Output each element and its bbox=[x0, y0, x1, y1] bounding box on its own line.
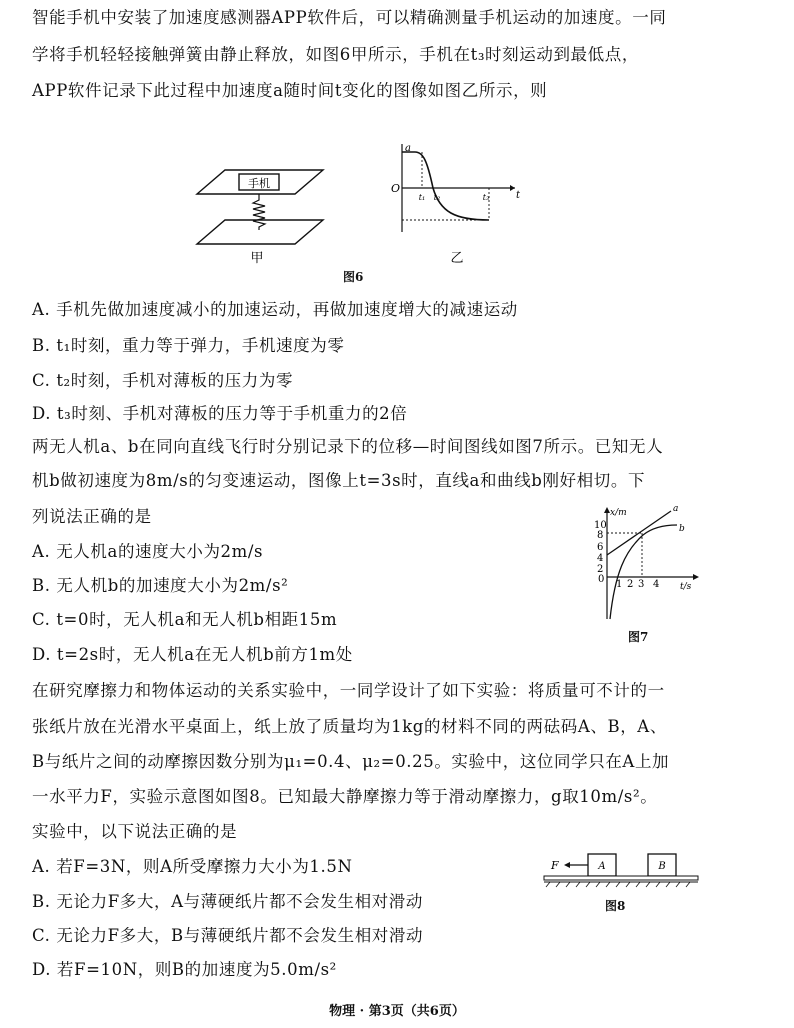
figure-6-jia bbox=[195, 152, 325, 264]
origin-label: O bbox=[391, 182, 401, 195]
figure-8-caption: 图8 bbox=[605, 899, 626, 913]
q2-stem-line-1: 两无人机a、b在同向直线飞行时分别记录下的位移—时间图线如图7所示。已知无人 bbox=[32, 437, 664, 456]
phone-label: 手机 bbox=[248, 177, 270, 190]
ytick-10: 10 bbox=[594, 520, 607, 531]
axis-t-label: t bbox=[516, 190, 521, 201]
origin-0: 0 bbox=[598, 574, 605, 585]
xtick-3: 3 bbox=[638, 579, 645, 590]
q2-option-c: C. t=0时，无人机a和无人机b相距15m bbox=[32, 610, 338, 629]
q2-stem-line-2: 机b做初速度为8m/s的匀变速运动，图像上t=3s时，直线a和曲线b刚好相切。下 bbox=[32, 471, 646, 490]
figure-8-diagram bbox=[540, 848, 700, 890]
t2-label: t₂ bbox=[433, 193, 441, 202]
q1-option-b: B. t₁时刻，重力等于弹力，手机速度为零 bbox=[32, 336, 345, 355]
ytick-6: 6 bbox=[597, 542, 604, 553]
q2-option-b: B. 无人机b的加速度大小为2m/s² bbox=[32, 576, 289, 595]
page-footer: 物理 · 第3页（共6页） bbox=[329, 1004, 465, 1019]
q3-stem-line-1: 在研究摩擦力和物体运动的关系实验中，一同学设计了如下实验：将质量可不计的一 bbox=[32, 681, 665, 700]
t1-label: t₁ bbox=[418, 193, 426, 202]
q3-option-a: A. 若F=3N，则A所受摩擦力大小为1.5N bbox=[32, 857, 353, 876]
force-f-label: F bbox=[551, 859, 559, 872]
q3-option-d: D. 若F=10N，则B的加速度为5.0m/s² bbox=[32, 960, 337, 979]
yi-label: 乙 bbox=[450, 251, 464, 266]
jia-label: 甲 bbox=[250, 251, 264, 264]
figure-7-caption: 图7 bbox=[628, 630, 649, 644]
block-a-label: A bbox=[598, 861, 606, 872]
ytick-4: 4 bbox=[597, 553, 604, 564]
q3-option-c: C. 无论力F多大，B与薄硬纸片都不会发生相对滑动 bbox=[32, 926, 424, 945]
ytick-2: 2 bbox=[597, 564, 604, 575]
curve-b-label: b bbox=[679, 524, 685, 534]
q3-stem-line-2: 张纸片放在光滑水平桌面上，纸上放了质量均为1kg的材料不同的两砝码A、B，A、 bbox=[32, 717, 667, 736]
q1-stem-line-3: APP软件记录下此过程中加速度a随时间t变化的图像如图乙所示，则 bbox=[32, 81, 548, 100]
figure-6-caption: 图6 bbox=[343, 270, 364, 284]
figure-6-yi-graph bbox=[385, 140, 525, 268]
xtick-4: 4 bbox=[653, 579, 660, 590]
axis-a-label: a bbox=[405, 143, 411, 154]
q1-option-c: C. t₂时刻，手机对薄板的压力为零 bbox=[32, 371, 294, 390]
q2-option-d: D. t=2s时，无人机a在无人机b前方1m处 bbox=[32, 645, 353, 664]
q2-stem-line-3: 列说法正确的是 bbox=[32, 507, 152, 526]
q1-option-a: A. 手机先做加速度减小的加速运动，再做加速度增大的减速运动 bbox=[32, 300, 518, 319]
q3-stem-line-4: 一水平力F，实验示意图如图8。已知最大静摩擦力等于滑动摩擦力，g取10m/s²。 bbox=[32, 787, 658, 806]
xtick-1: 1 bbox=[616, 579, 623, 590]
q3-option-b: B. 无论力F多大，A与薄硬纸片都不会发生相对滑动 bbox=[32, 892, 423, 911]
block-b-label: B bbox=[658, 861, 666, 872]
fig7-ylabel: x/m bbox=[610, 508, 627, 518]
q3-stem-line-5: 实验中，以下说法正确的是 bbox=[32, 822, 238, 841]
figure-7-graph bbox=[585, 503, 705, 623]
t3-label: t₃ bbox=[482, 193, 490, 202]
fig7-xlabel: t/s bbox=[680, 582, 692, 592]
q1-stem-line-2: 学将手机轻轻接触弹簧由静止释放，如图6甲所示，手机在t₃时刻运动到最低点， bbox=[32, 45, 639, 64]
xtick-2: 2 bbox=[627, 579, 634, 590]
line-a-label: a bbox=[673, 504, 679, 514]
q3-stem-line-3: B与纸片之间的动摩擦因数分别为μ₁=0.4、μ₂=0.25。实验中，这位同学只在A上加 bbox=[32, 752, 670, 771]
q2-option-a: A. 无人机a的速度大小为2m/s bbox=[32, 542, 264, 561]
q1-stem-line-1: 智能手机中安装了加速度感测器APP软件后，可以精确测量手机运动的加速度。一同 bbox=[32, 8, 667, 27]
q1-option-d: D. t₃时刻、手机对薄板的压力等于手机重力的2倍 bbox=[32, 404, 408, 423]
ytick-8: 8 bbox=[597, 530, 604, 541]
